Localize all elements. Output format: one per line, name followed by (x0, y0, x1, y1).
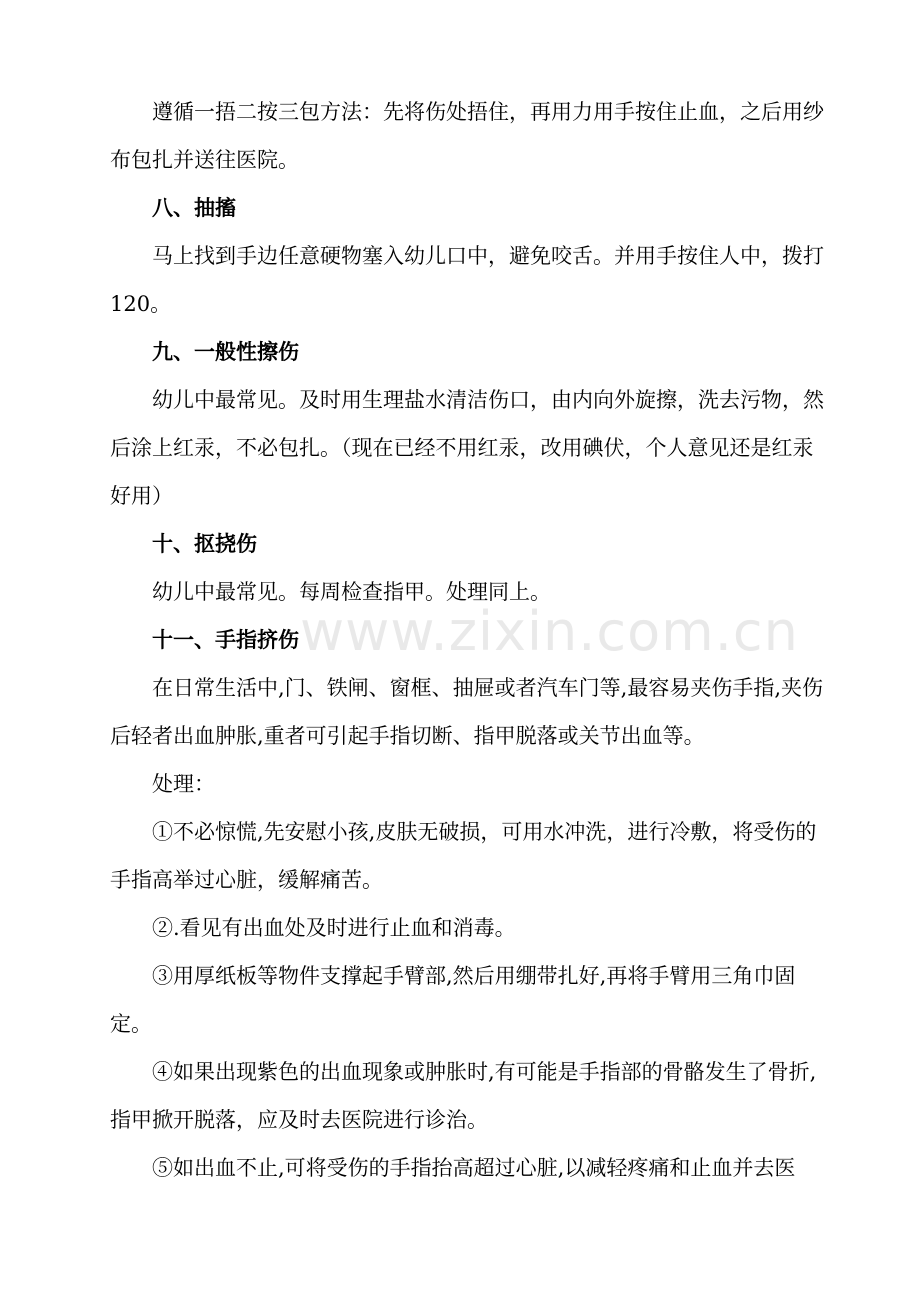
paragraph-treatment-label: 处理： (152, 772, 215, 796)
paragraph-step-5: ⑤如出血不止,可将受伤的手指抬高超过心脏,以减轻疼痛和止血并去医 (152, 1156, 796, 1180)
watermark-text: www.zixin.com.cn (300, 600, 799, 663)
paragraph-abrasion: 幼儿中最常见。及时用生理盐水清洁伤口，由内向外旋擦，洗去污物，然后涂上红汞，不必包扎。（现在已经不用红汞，改用碘伏，个人意见还是红汞好用） (110, 388, 824, 508)
paragraph-finger-crush: 在日常生活中,门、铁闸、窗框、抽屉或者汽车门等,最容易夹伤手指,夹伤后轻者出血肿胀,重者可引起手指切断、指甲脱落或关节出血等。 (110, 676, 824, 748)
paragraph-step-2: ②.看见有出血处及时进行止血和消毒。 (152, 916, 516, 940)
paragraph-step-3: ③用厚纸板等物件支撑起手臂部,然后用绷带扎好,再将手臂用三角巾固定。 (110, 964, 796, 1036)
heading-finger-crush: 十一、手指挤伤 (152, 627, 299, 652)
heading-abrasion: 九、一般性擦伤 (152, 339, 299, 364)
heading-convulsion: 八、抽搐 (152, 195, 236, 220)
paragraph-step-4: ④如果出现紫色的出血现象或肿胀时,有可能是手指部的骨骼发生了骨折,指甲掀开脱落，应及时去医院进行诊治。 (110, 1060, 817, 1132)
paragraph-scratch: 幼儿中最常见。每周检查指甲。处理同上。 (152, 580, 551, 604)
document-body (110, 88, 832, 1192)
heading-scratch: 十、抠挠伤 (152, 531, 257, 556)
paragraph-bandage-method: 遵循一捂二按三包方法：先将伤处捂住，再用力用手按住止血，之后用纱布包扎并送往医院。 (110, 100, 824, 172)
paragraph-step-1: ①不必惊慌,先安慰小孩,皮肤无破损，可用水冲洗，进行冷敷，将受伤的手指高举过心脏，缓解痛苦。 (110, 820, 817, 892)
paragraph-convulsion: 马上找到手边任意硬物塞入幼儿口中，避免咬舌。并用手按住人中，拨打 120。 (110, 244, 831, 316)
